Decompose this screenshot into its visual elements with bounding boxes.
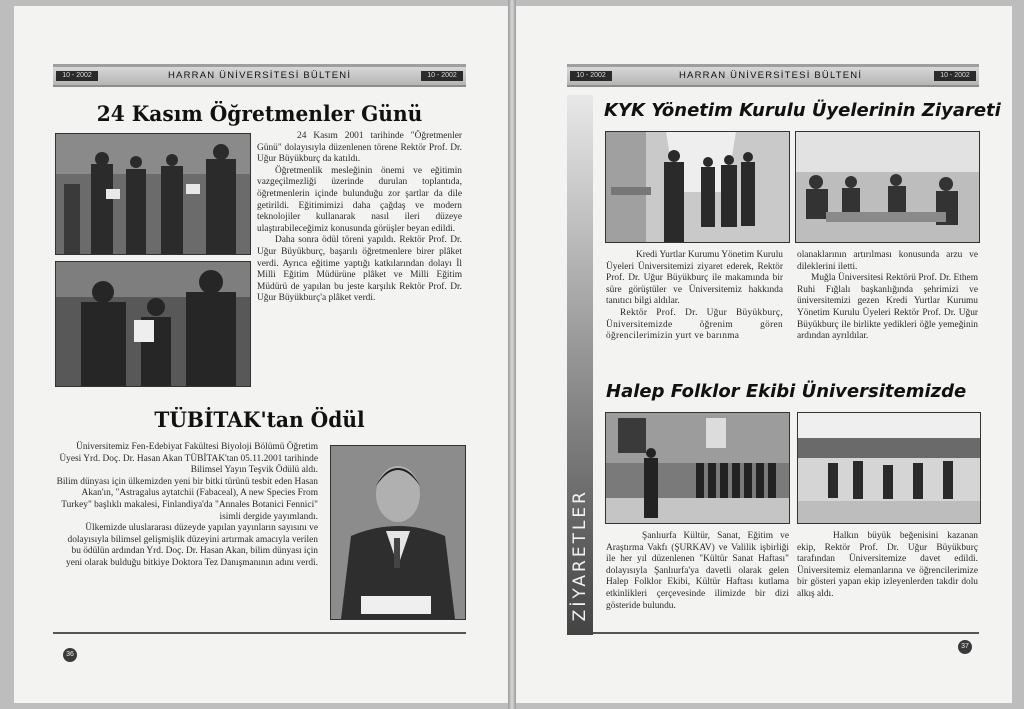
article-body-col2 xyxy=(797,250,978,343)
paragraph: Şanlıurfa Kültür, Sanat, Eğitim ve Araştırma Vakfı (ŞURKAV) ve Valilik işbirliği ile her yıl düzenlenen "Kültür Sanat Haftası" dolayısıyla Şanlıurfa'ya davetli olarak gelen Halep Folklor Ekibi, Kültür Haftası kutlama etkinlikleri çerçevesinde ilimizde bir dizi gösteride bulundu. xyxy=(606,531,789,611)
paragraph: Halkın büyük beğenisini kazanan ekip, Rektör Prof. Dr. Uğur Büyükburç tarafından Üniversitemize davet edildi. Üniversitemiz elemanlarına ve öğrencilerimize bir gösteri yapan ekip izleyenlerden takdir dolu alkış aldı. xyxy=(797,531,978,599)
article-title: Halep Folklor Ekibi Üniversitemizde xyxy=(606,381,967,402)
article-body xyxy=(257,131,462,305)
plaque-award-photo xyxy=(55,261,251,387)
bulletin-title: HARRAN ÜNİVERSİTESİ BÜLTENİ xyxy=(679,70,863,81)
paragraph: olanaklarının artırılması konusunda arzu ve dileklerini iletti. xyxy=(797,250,978,272)
paragraph: Üniversitemiz Fen-Edebiyat Fakültesi Biyoloji Bölümü Öğretim Üyesi Yrd. Doç. Dr. Hasan Akan TÜBİTAK'tan 05.11.2001 tarihinde Bilimsel Yayın Teşvik Ödülü aldı. xyxy=(59,442,318,476)
paragraph: Muğla Üniversitesi Rektörü Prof. Dr. Ethem Ruhi Fığlalı başkanlığında şehrimizi ve üniversitemizi gezen Kredi Yurtlar Kurumu Yönetim Kurulu Üyeleri Rektör Prof. Dr. Uğur Büyükburç ile birlikte yedikleri öğle yemeğinin ardından ayrıldılar. xyxy=(797,273,978,342)
article-body xyxy=(56,442,318,570)
paragraph: Daha sonra ödül töreni yapıldı. Rektör Prof. Dr. Uğur Büyükburç, başarılı öğretmenlere birer plâket verdi. Ayrıca eğitime yaptığı katkılarından dolayı İl Milli Eğitim Müdürüne plâket ve Milli Eğitim Müdürü de yapılan bu jeste karşılık Rektör Prof. Dr. Uğur Büyükburç'a plâket verdi. xyxy=(257,235,462,304)
ceremony-photo xyxy=(55,133,251,255)
article-title: TÜBİTAK'tan Ödül xyxy=(154,407,365,432)
section-sidebar xyxy=(567,95,593,635)
kyk-visit-photo-corridor xyxy=(605,131,790,243)
article-title: 24 Kasım Öğretmenler Günü xyxy=(96,101,423,126)
paragraph: Öğretmenlik mesleğinin önemi ve eğitimin vazgeçilmezliği üzerinde durulan toplantıda, öğretmenlerin içinde bulunduğu zor şartlar da dile getirildi. Eğitimimizi daha çağdaş ve modern teknolojiler kullanarak nasıl ileri düzeye ulaştırabileceğimiz konusunda görüşler beyan edildi. xyxy=(257,165,462,234)
issue-tag: 10 - 2002 xyxy=(421,71,463,81)
paragraph: Bilim dünyası için ülkemizden yeni bir bitki türünü tesbit eden Hasan Akan'ın, "Astragalus aytatchii (Fabaceal), A new Species From Turkey" başlıklı makalesi, Finlandiya'da "Annales Botanici Fennici" isimli dergide yayımlandı. xyxy=(56,476,318,522)
page-rule xyxy=(593,632,979,634)
paragraph: Ülkemizde uluslararası düzeyde yapılan yayınların sayısını ve dolayısıyla bilimsel gelişmişlik düzeyini artırmak amacıyla verilen bu ödülün ardından Yrd. Doç. Dr. Hasan Akan, bilim dünyası için yeni olarak bulduğu bitkiye Doktora Tez Danışmanının adını verdi. xyxy=(66,523,318,568)
section-label: ZİYARETLER xyxy=(570,488,590,621)
page-number: 36 xyxy=(63,648,77,662)
article-body-col1 xyxy=(606,531,789,612)
page-rule xyxy=(53,632,466,634)
folklor-stage-photo xyxy=(605,412,790,524)
page-number: 37 xyxy=(958,640,972,654)
bulletin-title: HARRAN ÜNİVERSİTESİ BÜLTENİ xyxy=(168,70,352,81)
paragraph: Kredi Yurtlar Kurumu Yönetim Kurulu Üyeleri Üniversitemizi ziyaret ederek, Rektör Prof. Dr. Uğur Büyükburç ile makamında bir süre görüştüler ve Üniversitemiz hakkında tanıtıcı bilgi aldılar. xyxy=(606,250,783,307)
left-header-bar xyxy=(53,64,466,87)
book-gutter xyxy=(508,0,516,709)
article-body-col2 xyxy=(797,531,978,601)
paragraph: Rektör Prof. Dr. Uğur Büyükburç, Üniversitemizde öğrenim gören öğrencilerimizin yurt ve barınma xyxy=(606,307,783,342)
award-recipient-photo xyxy=(330,445,466,620)
issue-tag: 10 - 2002 xyxy=(56,71,98,81)
issue-tag: 10 - 2002 xyxy=(570,71,612,81)
issue-tag: 10 - 2002 xyxy=(934,71,976,81)
kyk-visit-photo-lunch xyxy=(795,131,980,243)
article-body-col1 xyxy=(606,250,783,343)
article-title: KYK Yönetim Kurulu Üyelerinin Ziyareti xyxy=(604,100,1001,121)
folklor-dance-photo xyxy=(797,412,981,524)
right-header-bar xyxy=(567,64,979,87)
paragraph: 24 Kasım 2001 tarihinde "Öğretmenler Günü" dolayısıyla düzenlenen törene Rektör Prof. Dr. Uğur Büyükburç da katıldı. xyxy=(257,131,462,165)
